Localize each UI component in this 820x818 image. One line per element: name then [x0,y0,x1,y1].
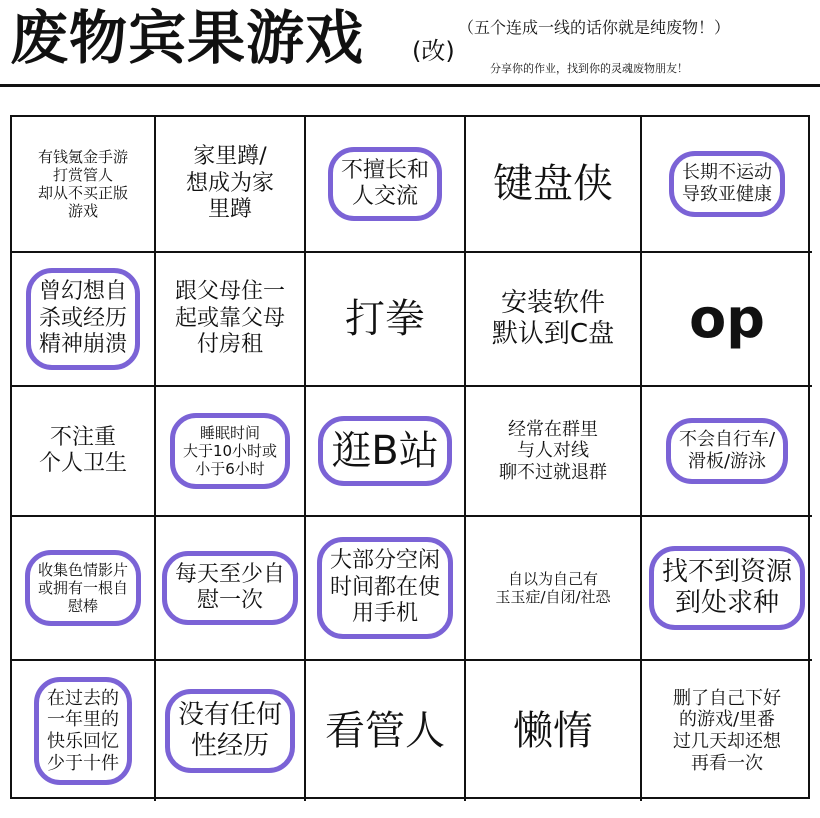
title-suffix: (改) [412,37,455,65]
bingo-cell-label-circled: 睡眠时间 大于10小时或 小于6小时 [170,413,290,489]
header-divider [0,84,820,87]
bingo-cell[interactable] [306,253,466,387]
bingo-cell-label: op [689,286,765,350]
bingo-cell-label-circled: 逛B站 [318,416,451,486]
bingo-cell-label: 有钱氪金手游 打赏管人 却从不买正版 游戏 [37,148,128,220]
bingo-cell[interactable] [466,387,642,517]
bingo-cell-label: 删了自己下好 的游戏/里番 过几天却还想 再看一次 [673,687,781,774]
bingo-cell[interactable] [12,253,156,387]
bingo-cell-label: 打拳 [345,296,425,342]
bingo-cell[interactable] [156,387,306,517]
bingo-cell[interactable] [466,517,642,661]
tagline: 分享你的作业，找到你的灵魂废物朋友！ [490,62,688,75]
bingo-cell[interactable] [306,117,466,253]
bingo-cell[interactable] [12,661,156,801]
bingo-cell-label-circled: 找不到资源 到处求种 [649,546,805,630]
bingo-cell-label-circled: 长期不运动 导致亚健康 [669,151,785,216]
bingo-cell[interactable] [12,387,156,517]
bingo-cell[interactable] [306,517,466,661]
bingo-cell[interactable] [466,117,642,253]
bingo-cell-label: 跟父母住一 起或靠父母 付房租 [174,279,285,358]
bingo-cell[interactable] [466,661,642,801]
bingo-cell-label-circled: 不擅长和 人交流 [328,147,442,222]
bingo-cell[interactable] [642,661,812,801]
bingo-cell-label: 家里蹲/ 想成为家 里蹲 [185,144,274,223]
bingo-cell[interactable] [12,117,156,253]
page-title: 废物宾果游戏 [10,4,365,72]
bingo-cell[interactable] [642,517,812,661]
bingo-cell-label-circled: 每天至少自 慰一次 [162,551,298,626]
bingo-cell-label: 键盘侠 [493,161,613,207]
bingo-cell-label: 懒惰 [513,708,593,754]
bingo-cell-label-circled: 没有任何 性经历 [165,689,295,773]
bingo-cell[interactable] [642,387,812,517]
bingo-cell[interactable] [642,117,812,253]
bingo-cell-label-circled: 在过去的 一年里的 快乐回忆 少于十件 [34,677,132,785]
bingo-cell-label-circled: 不会自行车/ 滑板/游泳 [666,418,788,483]
bingo-cell-label: 不注重 个人卫生 [38,424,127,476]
bingo-cell-label-circled: 大部分空闲 时间都在使 用手机 [317,537,453,638]
header [0,0,820,90]
bingo-cell[interactable] [306,661,466,801]
bingo-cell-label: 自以为自己有 玉玉症/自闭/社恐 [495,570,611,606]
bingo-cell-label: 经常在群里 与人对线 聊不过就退群 [499,418,607,483]
bingo-grid [10,115,810,799]
subtitle: （五个连成一线的话你就是纯废物！） [458,18,731,37]
bingo-cell[interactable] [156,253,306,387]
bingo-cell[interactable] [156,117,306,253]
bingo-cell-label-circled: 曾幻想自 杀或经历 精神崩溃 [26,268,140,369]
bingo-cell[interactable] [642,253,812,387]
bingo-cell[interactable] [306,387,466,517]
bingo-cell-label: 安装软件 默认到C盘 [491,287,615,349]
bingo-cell[interactable] [156,661,306,801]
bingo-cell-label: 看管人 [325,708,445,754]
bingo-cell[interactable] [12,517,156,661]
bingo-cell[interactable] [156,517,306,661]
bingo-cell-label-circled: 收集色情影片 或拥有一根自 慰棒 [25,550,141,626]
bingo-cell[interactable] [466,253,642,387]
